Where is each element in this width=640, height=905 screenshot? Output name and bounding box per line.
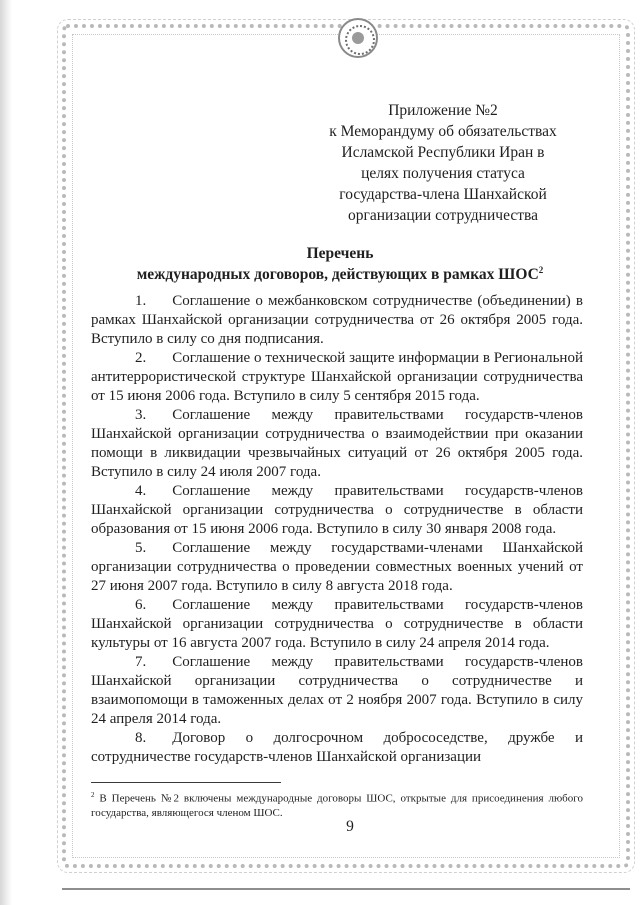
title-line-2: [100, 264, 580, 285]
list-item: [91, 292, 583, 349]
appendix-line: Приложение №2: [388, 102, 498, 119]
list-item: [91, 539, 583, 596]
appendix-line: государства-члена Шанхайской: [339, 186, 547, 203]
appendix-line: к Меморандуму об обязательствах: [329, 123, 557, 140]
item-text: Договор о долгосрочном добрососедстве, дружбе и сотрудничестве государств-членов Шанхайской организации: [91, 730, 583, 765]
document-title: [100, 243, 580, 285]
list-item: [91, 406, 583, 482]
item-number: 7.: [135, 654, 147, 670]
item-number: 2.: [135, 350, 147, 366]
appendix-line: организации сотрудничества: [348, 207, 538, 224]
item-text: Соглашение между правительствами государств-членов Шанхайской организации сотрудничества о сотрудничестве в области образования от 15 июня 2006 года. Вступило в силу 30 января 2008 года.: [91, 483, 583, 537]
item-text: Соглашение между государствами-членами Шанхайской организации сотрудничества о проведении совместных военных учений от 27 июня 2007 года. Вступило в силу 8 августа 2018 года.: [91, 540, 583, 594]
list-item: [91, 349, 583, 406]
title-text: международных договоров, действующих в рамках ШОС: [136, 266, 539, 283]
list-item: [91, 729, 583, 767]
footnote: [91, 788, 583, 820]
appendix-line: Исламской Республики Иран в: [341, 144, 545, 161]
item-number: 8.: [135, 730, 147, 746]
item-text: Соглашение о межбанковском сотрудничестве (объединении) в рамках Шанхайской организации сотрудничества от 26 октября 2005 года. Вступило в силу со дня подписания.: [91, 293, 583, 347]
footnote-divider: [91, 782, 281, 783]
item-number: 6.: [135, 597, 147, 613]
item-number: 1.: [135, 293, 147, 309]
item-text: Соглашение между правительствами государств-членов Шанхайской организации сотрудничества о взаимодействии при оказании помощи в ликвидации чрезвычайных ситуаций от 26 октября 2005 года. Вступило в силу 24 июля 2007 года.: [91, 407, 583, 480]
item-text: Соглашение о технической защите информации в Региональной антитеррористической структуре Шанхайской организации сотрудничества от 15 июня 2006 года. Вступило в силу 5 сентября 2015 года.: [91, 350, 583, 404]
sco-emblem-icon: [338, 18, 378, 58]
footnote-text: В Перечень №2 включены международные договоры ШОС, открытые для присоединения любого государства, являющегося членом ШОС.: [91, 792, 584, 819]
list-item: [91, 596, 583, 653]
item-number: 4.: [135, 483, 147, 499]
item-number: 5.: [135, 540, 147, 556]
item-text: Соглашение между правительствами государств-членов Шанхайской организации сотрудничества о сотрудничестве и взаимопомощи в таможенных делах от 2 ноября 2007 года. Вступило в силу 24 апреля 2014 года.: [91, 654, 583, 727]
footnote-marker: 2: [91, 791, 95, 799]
item-number: 3.: [135, 407, 147, 423]
scan-edge-shadow: [0, 0, 12, 905]
appendix-line: целях получения статуса: [361, 165, 525, 182]
item-text: Соглашение между правительствами государств-членов Шанхайской организации сотрудничества о сотрудничестве в области культуры от 16 августа 2007 года. Вступило в силу 24 апреля 2014 года.: [91, 597, 583, 651]
list-item: [91, 653, 583, 729]
footnote-reference: 2: [538, 264, 544, 275]
page-bottom-line: [62, 888, 630, 890]
treaty-list: [91, 292, 583, 767]
title-line-1: Перечень: [306, 245, 374, 262]
list-item: [91, 482, 583, 539]
appendix-header: [318, 100, 568, 226]
page-number: 9: [346, 818, 354, 835]
